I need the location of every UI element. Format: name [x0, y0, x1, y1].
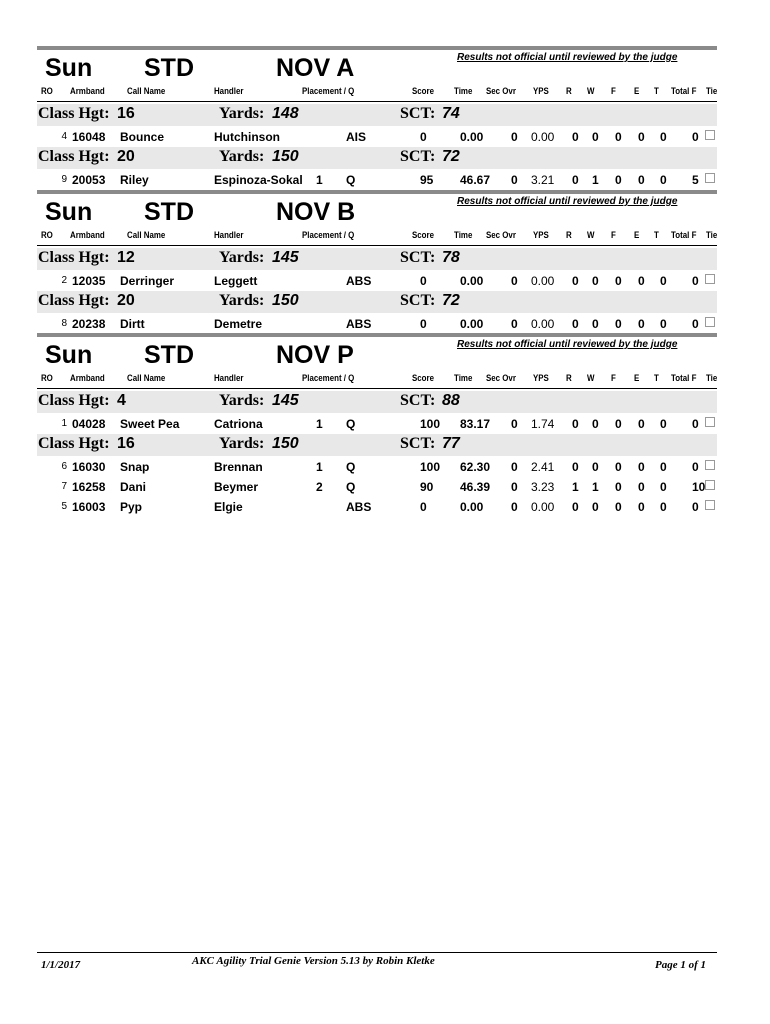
result-row — [37, 170, 717, 190]
footer-divider — [37, 952, 717, 953]
score: 100 — [420, 417, 441, 431]
w-fault: 0 — [592, 274, 599, 288]
column-header-armband: Armband — [70, 230, 105, 240]
class-height-band — [37, 291, 717, 313]
qualifier: Q — [346, 460, 356, 474]
armband: 20238 — [72, 317, 106, 331]
class-section — [37, 333, 718, 514]
f-fault: 0 — [615, 173, 622, 187]
sec-ovr: 0 — [511, 480, 518, 494]
f-fault: 0 — [615, 274, 622, 288]
e-fault: 0 — [638, 173, 645, 187]
header-divider — [37, 101, 717, 102]
section-class: STD — [144, 341, 194, 369]
column-header-handler: Handler — [213, 230, 244, 240]
yards-value: 150 — [272, 435, 299, 452]
column-header-tie: Tie — [705, 373, 718, 383]
column-header-f: F — [611, 86, 616, 96]
class-section — [37, 190, 717, 333]
total-faults: 0 — [692, 417, 699, 431]
column-header-r: R — [565, 230, 572, 240]
result-row — [37, 314, 717, 334]
handler: Catriona — [214, 417, 263, 431]
column-header-armband: Armband — [70, 86, 105, 96]
call-name: Pyp — [120, 500, 143, 514]
e-fault: 0 — [638, 460, 645, 474]
sec-ovr: 0 — [511, 500, 518, 514]
column-header-t: T — [653, 373, 659, 383]
run-order: 5 — [61, 501, 67, 512]
column-header-armband: Armband — [70, 373, 105, 383]
class-height-value: 16 — [117, 105, 135, 122]
sec-ovr: 0 — [511, 173, 518, 187]
tie-checkbox[interactable] — [705, 130, 715, 140]
qualifier: Q — [346, 480, 356, 494]
r-fault: 0 — [572, 500, 579, 514]
yards-label: Yards: — [219, 392, 265, 409]
t-fault: 0 — [660, 317, 667, 331]
handler: Demetre — [214, 317, 263, 331]
sct-label: SCT: — [400, 249, 436, 266]
yps: 2.41 — [531, 460, 555, 474]
e-fault: 0 — [638, 130, 645, 144]
column-header-time: Time — [454, 230, 473, 240]
total-faults: 0 — [692, 460, 699, 474]
section-level: NOV A — [276, 54, 355, 82]
column-header-r: R — [565, 86, 572, 96]
call-name: Dirtt — [120, 317, 145, 331]
run-order: 6 — [61, 461, 67, 472]
armband: 16048 — [72, 130, 106, 144]
unofficial-note: Results not official until reviewed by the judge — [457, 339, 678, 350]
class-height-value: 4 — [117, 392, 126, 409]
section-day: Sun — [45, 54, 93, 82]
class-height-band — [37, 104, 717, 126]
e-fault: 0 — [638, 480, 645, 494]
column-header-time: Time — [454, 86, 473, 96]
sec-ovr: 0 — [511, 274, 518, 288]
class-height-band — [37, 147, 717, 169]
qualifier: Q — [346, 417, 356, 431]
sec-ovr: 0 — [511, 417, 518, 431]
class-height-band — [37, 391, 717, 413]
column-header-call: Call Name — [127, 230, 166, 240]
tie-checkbox[interactable] — [705, 460, 715, 470]
column-header-w: W — [587, 373, 595, 383]
e-fault: 0 — [638, 500, 645, 514]
tie-checkbox[interactable] — [705, 480, 715, 490]
yps: 3.23 — [531, 480, 555, 494]
yards-value: 148 — [272, 105, 299, 122]
t-fault: 0 — [660, 274, 667, 288]
qualifier: ABS — [346, 500, 372, 514]
yps: 3.21 — [531, 173, 555, 187]
column-header-totalf: Total F — [671, 373, 697, 383]
section-rule — [37, 333, 717, 337]
handler: Leggett — [214, 274, 258, 288]
column-header-e: E — [633, 230, 640, 240]
e-fault: 0 — [638, 317, 645, 331]
tie-checkbox[interactable] — [705, 274, 715, 284]
total-faults: 10 — [692, 480, 706, 494]
tie-checkbox[interactable] — [705, 417, 715, 427]
handler: Brennan — [214, 460, 263, 474]
column-header-yps: YPS — [532, 373, 549, 383]
yards-label: Yards: — [219, 249, 265, 266]
armband: 16003 — [72, 500, 106, 514]
score: 100 — [420, 460, 441, 474]
t-fault: 0 — [660, 460, 667, 474]
class-height-band — [37, 248, 717, 270]
column-header-place: Placement / Q — [301, 373, 355, 383]
section-rule — [37, 46, 717, 50]
column-header-f: F — [611, 373, 616, 383]
column-header-tie: Tie — [705, 86, 718, 96]
class-height-value: 16 — [117, 435, 135, 452]
column-header-place: Placement / Q — [301, 86, 355, 96]
sct-value: 78 — [442, 249, 460, 266]
header-divider — [37, 388, 717, 389]
column-header-f: F — [611, 230, 616, 240]
qualifier: AIS — [346, 130, 367, 144]
yards-label: Yards: — [219, 435, 265, 452]
time: 0.00 — [460, 317, 484, 331]
placement: 1 — [316, 173, 323, 187]
w-fault: 0 — [592, 500, 599, 514]
column-header-e: E — [633, 86, 640, 96]
class-height-value: 20 — [117, 292, 135, 309]
f-fault: 0 — [615, 130, 622, 144]
result-row — [37, 457, 717, 477]
yps: 0.00 — [531, 500, 555, 514]
column-header-totalf: Total F — [671, 86, 697, 96]
yps: 0.00 — [531, 317, 555, 331]
column-header-row — [37, 230, 718, 243]
f-fault: 0 — [615, 460, 622, 474]
column-header-t: T — [653, 86, 659, 96]
section-day: Sun — [45, 341, 93, 369]
footer-version: AKC Agility Trial Genie Version 5.13 by Robin Kletke — [192, 955, 435, 967]
time: 46.39 — [460, 480, 491, 494]
result-row — [37, 477, 717, 497]
sct-value: 72 — [442, 148, 460, 165]
t-fault: 0 — [660, 173, 667, 187]
column-header-handler: Handler — [213, 86, 244, 96]
r-fault: 0 — [572, 173, 579, 187]
column-header-w: W — [587, 230, 595, 240]
sct-label: SCT: — [400, 292, 436, 309]
tie-checkbox[interactable] — [705, 173, 715, 183]
call-name: Bounce — [120, 130, 165, 144]
unofficial-note: Results not official until reviewed by the judge — [457, 196, 678, 207]
f-fault: 0 — [615, 317, 622, 331]
call-name: Dani — [120, 480, 147, 494]
column-header-score: Score — [411, 373, 434, 383]
handler: Espinoza-Sokal — [214, 173, 303, 187]
column-header-secovr: Sec Ovr — [485, 373, 516, 383]
yards-value: 150 — [272, 292, 299, 309]
tie-checkbox[interactable] — [705, 317, 715, 327]
class-section — [37, 46, 717, 189]
score: 0 — [420, 130, 427, 144]
column-header-place: Placement / Q — [301, 230, 355, 240]
unofficial-note: Results not official until reviewed by the judge — [457, 52, 678, 63]
score: 95 — [420, 173, 434, 187]
column-header-ro: RO — [40, 230, 53, 240]
yards-value: 150 — [272, 148, 299, 165]
total-faults: 0 — [692, 130, 699, 144]
column-header-handler: Handler — [213, 373, 244, 383]
total-faults: 0 — [692, 317, 699, 331]
t-fault: 0 — [660, 130, 667, 144]
column-header-t: T — [653, 230, 659, 240]
sec-ovr: 0 — [511, 317, 518, 331]
class-height-label: Class Hgt: — [38, 105, 110, 122]
qualifier: ABS — [346, 274, 372, 288]
handler: Hutchinson — [214, 130, 280, 144]
armband: 04028 — [72, 417, 106, 431]
class-height-band — [37, 434, 717, 456]
column-header-time: Time — [454, 373, 473, 383]
w-fault: 0 — [592, 460, 599, 474]
e-fault: 0 — [638, 417, 645, 431]
score: 0 — [420, 317, 427, 331]
r-fault: 0 — [572, 274, 579, 288]
yps: 1.74 — [531, 417, 555, 431]
column-header-row — [37, 373, 718, 386]
run-order: 4 — [61, 131, 67, 142]
sct-value: 77 — [442, 435, 460, 452]
r-fault: 0 — [572, 317, 579, 331]
time: 46.67 — [460, 173, 491, 187]
yards-label: Yards: — [219, 292, 265, 309]
run-order: 2 — [61, 275, 67, 286]
run-order: 7 — [61, 481, 67, 492]
column-header-yps: YPS — [532, 230, 549, 240]
section-level: NOV B — [276, 198, 356, 226]
section-day: Sun — [45, 198, 93, 226]
time: 62.30 — [460, 460, 491, 474]
run-order: 1 — [61, 418, 67, 429]
yards-label: Yards: — [219, 105, 265, 122]
w-fault: 1 — [592, 480, 599, 494]
call-name: Riley — [120, 173, 149, 187]
time: 0.00 — [460, 274, 484, 288]
placement: 2 — [316, 480, 323, 494]
call-name: Snap — [120, 460, 150, 474]
handler: Beymer — [214, 480, 259, 494]
sct-label: SCT: — [400, 148, 436, 165]
column-header-ro: RO — [40, 373, 53, 383]
result-row — [37, 271, 717, 291]
column-header-e: E — [633, 373, 640, 383]
column-header-yps: YPS — [532, 86, 549, 96]
qualifier: Q — [346, 173, 356, 187]
run-order: 8 — [61, 318, 67, 329]
yps: 0.00 — [531, 130, 555, 144]
column-header-secovr: Sec Ovr — [485, 230, 516, 240]
column-header-totalf: Total F — [671, 230, 697, 240]
call-name: Derringer — [120, 274, 175, 288]
section-rule — [37, 190, 717, 194]
footer-date: 1/1/2017 — [41, 959, 81, 971]
armband: 16258 — [72, 480, 106, 494]
column-header-row — [37, 86, 718, 99]
armband: 20053 — [72, 173, 106, 187]
sec-ovr: 0 — [511, 130, 518, 144]
header-divider — [37, 245, 717, 246]
yards-value: 145 — [272, 249, 299, 266]
column-header-secovr: Sec Ovr — [485, 86, 516, 96]
total-faults: 5 — [692, 173, 699, 187]
time: 0.00 — [460, 500, 484, 514]
sct-value: 72 — [442, 292, 460, 309]
score: 0 — [420, 500, 427, 514]
t-fault: 0 — [660, 480, 667, 494]
result-row — [37, 497, 717, 517]
sct-label: SCT: — [400, 392, 436, 409]
qualifier: ABS — [346, 317, 372, 331]
r-fault: 0 — [572, 417, 579, 431]
score: 0 — [420, 274, 427, 288]
yps: 0.00 — [531, 274, 555, 288]
w-fault: 1 — [592, 173, 599, 187]
sct-value: 88 — [442, 392, 460, 409]
result-row — [37, 414, 717, 434]
class-height-value: 12 — [117, 249, 135, 266]
t-fault: 0 — [660, 500, 667, 514]
armband: 12035 — [72, 274, 106, 288]
e-fault: 0 — [638, 274, 645, 288]
f-fault: 0 — [615, 480, 622, 494]
yards-label: Yards: — [219, 148, 265, 165]
total-faults: 0 — [692, 500, 699, 514]
total-faults: 0 — [692, 274, 699, 288]
yards-value: 145 — [272, 392, 299, 409]
placement: 1 — [316, 417, 323, 431]
handler: Elgie — [214, 500, 243, 514]
class-height-label: Class Hgt: — [38, 435, 110, 452]
run-order: 9 — [61, 174, 67, 185]
class-height-label: Class Hgt: — [38, 392, 110, 409]
class-height-label: Class Hgt: — [38, 292, 110, 309]
armband: 16030 — [72, 460, 106, 474]
placement: 1 — [316, 460, 323, 474]
class-height-label: Class Hgt: — [38, 249, 110, 266]
w-fault: 0 — [592, 317, 599, 331]
column-header-call: Call Name — [127, 86, 166, 96]
class-height-label: Class Hgt: — [38, 148, 110, 165]
sct-label: SCT: — [400, 105, 436, 122]
column-header-r: R — [565, 373, 572, 383]
sct-label: SCT: — [400, 435, 436, 452]
t-fault: 0 — [660, 417, 667, 431]
result-row — [37, 127, 717, 147]
w-fault: 0 — [592, 417, 599, 431]
r-fault: 1 — [572, 480, 579, 494]
r-fault: 0 — [572, 460, 579, 474]
time: 83.17 — [460, 417, 491, 431]
column-header-tie: Tie — [705, 230, 718, 240]
column-header-score: Score — [411, 86, 434, 96]
score: 90 — [420, 480, 434, 494]
sct-value: 74 — [442, 105, 460, 122]
section-class: STD — [144, 198, 194, 226]
section-level: NOV P — [276, 341, 354, 369]
f-fault: 0 — [615, 417, 622, 431]
section-class: STD — [144, 54, 194, 82]
column-header-w: W — [587, 86, 595, 96]
column-header-call: Call Name — [127, 373, 166, 383]
column-header-ro: RO — [40, 86, 53, 96]
call-name: Sweet Pea — [120, 417, 180, 431]
footer-page-number: Page 1 of 1 — [655, 959, 707, 971]
w-fault: 0 — [592, 130, 599, 144]
column-header-score: Score — [411, 230, 434, 240]
class-height-value: 20 — [117, 148, 135, 165]
f-fault: 0 — [615, 500, 622, 514]
tie-checkbox[interactable] — [705, 500, 715, 510]
time: 0.00 — [460, 130, 484, 144]
r-fault: 0 — [572, 130, 579, 144]
sec-ovr: 0 — [511, 460, 518, 474]
